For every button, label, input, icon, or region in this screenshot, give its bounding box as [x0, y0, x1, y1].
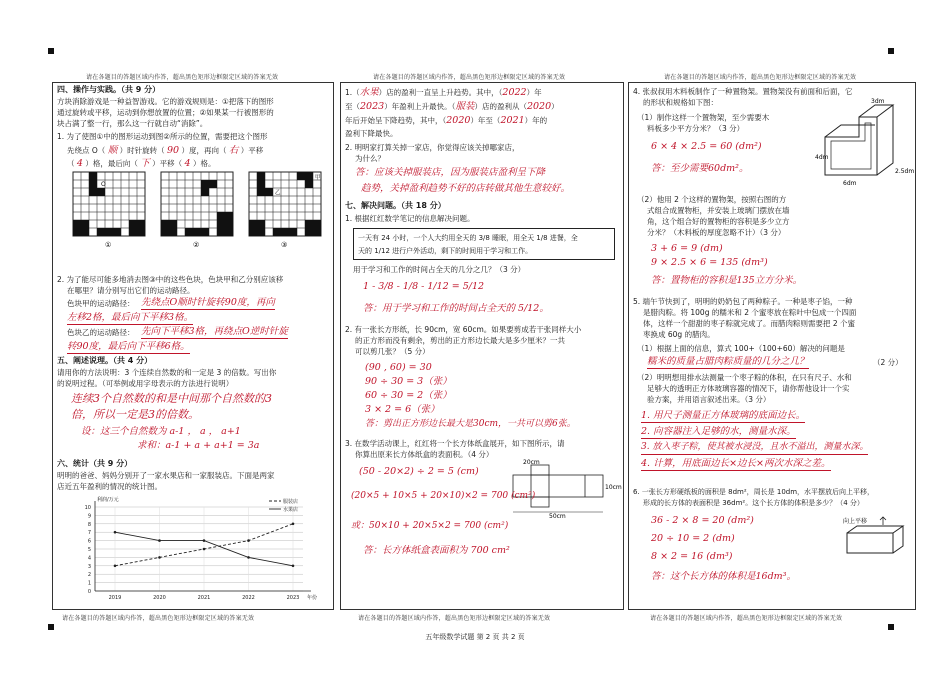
question-text: 验方案，并用语言叙述出来。（3 分）	[647, 395, 771, 404]
footer-note-middle: 请在各题目的答题区域内作答，超出黑色矩形边框限定区域的答案无效	[358, 615, 551, 622]
question-text: ）年盈利上升最快。（	[384, 102, 456, 111]
page-footer: 五年级数学试题 第 2 页 共 2 页	[425, 633, 525, 641]
question-text: 6. 一张长方形硬纸板的面积是 8dm²，周长是 10dm，水平摆放后向上平移，	[633, 488, 875, 496]
question-text: ）店的盈利从（	[474, 102, 527, 111]
answer-blank: 顺	[107, 145, 118, 156]
question-text: 为什么？	[355, 154, 385, 163]
data-point	[203, 548, 206, 551]
grid-2	[161, 172, 233, 236]
handwritten-answer: 趋势，关掉盈利趋势不好的店转做其他生意较好。	[361, 183, 571, 194]
handwritten-answer: 答：至少需要60dm²。	[651, 163, 749, 174]
y-tick-label: 6	[87, 538, 91, 545]
question-text: 2. 明明家打算关掉一家店，你觉得应该关掉哪家店，	[345, 143, 520, 152]
question-text: 2. 为了能尽可能多地消去图③中的这些色块，色块甲和乙分别应该移	[57, 275, 284, 284]
footer-note-left: 请在各题目的答题区域内作答，超出黑色矩形边框限定区域的答案无效	[62, 615, 255, 622]
question-text: 块占满了整一行，那么这一行就自动“消除”。	[57, 119, 208, 128]
question-line	[345, 115, 547, 126]
handwritten-answer: 设：这三个自然数为 a-1 ， a ， a+1	[81, 426, 241, 437]
question-text: （2）明明想用排水法测量一个枣子粽的体积，在只有尺子、水和	[637, 373, 852, 382]
question-text: ）平移（	[152, 159, 183, 168]
handwritten-answer: 2. 向容器注入足够的水，测量水深。	[641, 426, 796, 437]
answer-blank: 2023	[360, 101, 385, 112]
score-text: （2 分）	[873, 358, 903, 367]
box-net-diagram	[501, 459, 622, 520]
handwritten-answer: 先绕点O顺时针旋转90度，再向	[141, 297, 275, 308]
question-text: 店近五年盈利的情况的统计图。	[57, 482, 162, 491]
answer-label: 色块甲的运动路径：	[67, 299, 135, 308]
question-text: 式组合成置物柜，并安装上玻璃门摆放在墙	[647, 206, 790, 215]
y-axis-label: 利润/万元	[97, 497, 119, 503]
x-tick-label: 2023	[286, 595, 300, 601]
answer-blank: 2022	[502, 87, 527, 98]
question-text: 料板多少平方分米？（3 分）	[647, 124, 745, 133]
section-title: 六、统计（共 9 分）	[57, 459, 133, 468]
handwritten-answer: 36 - 2 × 8 = 20 (dm²)	[651, 515, 754, 526]
answer-blank: 4	[76, 158, 83, 169]
net-dimension-label: 10cm	[605, 484, 622, 491]
note-text: 一天有 24 小时，一个人大约用全天的 3/8 睡眠，用全天 1/8 进餐，全	[358, 234, 578, 242]
data-point	[158, 539, 161, 542]
handwritten-answer: 1. 用尺子测量正方体玻璃的底面边长。	[641, 410, 806, 421]
data-point	[247, 556, 250, 559]
answer-label: 色块乙的运动路径：	[67, 328, 135, 337]
answer-blank: 水果	[359, 87, 379, 98]
handwritten-answer: 倍，所以一定是3的倍数。	[71, 408, 199, 421]
question-text: ）年的	[524, 116, 548, 125]
shelf-dimension: 6dm	[843, 180, 857, 187]
handwritten-answer: 8 × 2 = 16 (dm³)	[651, 551, 733, 562]
question-line	[345, 87, 542, 98]
question-text: 在哪里？请分别写出它们的运动路径。	[67, 286, 195, 295]
x-tick-label: 2019	[108, 595, 122, 601]
y-tick-label: 8	[87, 521, 91, 528]
grid-label-3: ③	[281, 241, 288, 249]
question-text: ）度，再向（	[181, 146, 227, 155]
y-tick-label: 5	[87, 547, 91, 553]
handwritten-answer: (50 - 20×2) ÷ 2 = 5 (cm)	[359, 466, 479, 477]
question-text: 分米？（木料板的厚度忽略不计）（3 分）	[647, 228, 786, 237]
registration-mark	[888, 48, 894, 54]
question-text: ）店的盈利一直呈上升趋势。其中，（	[378, 88, 503, 97]
handwritten-answer: 转90度，最后向下平移6格。	[67, 341, 190, 352]
handwritten-answer: 90 ÷ 30 = 3（张）	[365, 376, 452, 387]
grid-label-2: ②	[193, 241, 200, 249]
question-text: ）	[551, 102, 559, 111]
y-tick-label: 3	[87, 563, 91, 570]
x-axis-label: 年份	[307, 595, 318, 601]
question-text: ）平移	[240, 146, 264, 155]
question-text: 的形状和规格如下图：	[643, 98, 718, 107]
question-text: 可以剪几张？（5 分）	[355, 347, 430, 356]
answer-blank: 2020	[446, 115, 471, 126]
handwritten-answer: 3 + 6 = 9 (dm)	[651, 243, 723, 254]
handwritten-answer: 糯米的质量占腊肉粽质量的几分之几？	[647, 356, 809, 367]
question-text: （1）根据上面的信息，算式 100+（100+60）解决的问题是	[637, 344, 845, 353]
question-text: 方块消除游戏是一种益智游戏。它的游戏规则是：①把落下的图形	[57, 97, 274, 106]
handwritten-answer: 或：50×10 + 20×5×2 = 700 (cm²)	[351, 521, 509, 531]
handwritten-answer: 4. 计算，用底面边长×边长×两次水深之差。	[641, 458, 831, 469]
question-text: ）时针旋转（	[119, 146, 165, 155]
net-dimension-label: 20cm	[523, 459, 540, 466]
question-text: 的说明过程。（可举例或用字母表示的方法进行说明）	[57, 379, 234, 388]
question-text: 年后开始呈下降趋势，其中，（	[345, 116, 447, 125]
handwritten-answer: 答：置物柜的容积是135立方分米。	[651, 275, 803, 286]
answer-column-2	[340, 82, 624, 610]
question-text: （2）他用 2 个这样的置物架，按照右图的方	[637, 195, 787, 204]
handwritten-answer: 连续3个自然数的和是中间那个自然数的3	[71, 392, 272, 405]
question-text: 3. 在数学活动课上，红红将一个长方体纸盒展开，如下图所示，请	[345, 439, 565, 448]
registration-mark	[48, 624, 54, 630]
handwritten-answer: 求和：a-1 + a + a+1 = 3a	[137, 440, 260, 451]
cuboid-diagram	[841, 515, 911, 559]
question-text: 枣换成 60g 的腊肉。	[643, 330, 715, 339]
y-tick-label: 1	[87, 580, 91, 587]
question-text: 1. 根据红红数学笔记的信息解决问题。	[345, 214, 475, 223]
data-point	[158, 556, 161, 559]
question-text: 用于学习和工作的时间占全天的几分之几？（3 分）	[353, 265, 526, 274]
question-text: ）年	[526, 88, 542, 97]
question-text: 先绕点 O（	[67, 146, 106, 155]
question-text: ）格，最后向（	[85, 159, 138, 168]
question-text: ）格。	[192, 159, 216, 168]
handwritten-answer: 20 ÷ 10 = 2 (dm)	[651, 533, 735, 544]
legend-entry: 水果店	[283, 507, 299, 513]
question-text: 是腊肉粽。将 100g 的糯米和 2 个蜜枣放在粽叶中包成一个四面	[643, 308, 857, 317]
question-text: 5. 端午节快到了，明明的奶奶包了两种粽子。一种是枣子馅，一种	[633, 297, 853, 306]
question-text: 2. 有一张长方形纸，长 90cm，宽 60cm。如果要剪成若干张同样大小	[345, 325, 582, 334]
question-text: 1.（	[345, 88, 360, 97]
question-text: 4. 张叔叔用木料板制作了一种置物架。置物架没有前面和后面，它	[633, 87, 853, 96]
handwritten-answer: 答：这个长方体的体积是16dm³。	[651, 571, 796, 582]
answer-blank: 90	[166, 145, 180, 156]
registration-mark	[48, 48, 54, 54]
profit-line-chart	[67, 495, 329, 607]
section-title: 七、解决问题。（共 18 分）	[345, 201, 446, 210]
data-point	[292, 523, 295, 526]
header-note-middle: 请在各题目的答题区域内作答，超出黑色矩形边框限定区域的答案无效	[373, 74, 566, 81]
translate-up-label: 向上平移	[843, 518, 868, 525]
grid-1	[73, 172, 145, 236]
tetris-grids	[73, 172, 323, 250]
question-text: （1）制作这样一个置物架，至少需要木	[637, 113, 770, 122]
data-point	[292, 565, 295, 568]
question-text: （	[67, 159, 75, 168]
answer-blank: 下	[140, 158, 150, 169]
question-text: 请用你的方法说明：3 个连续自然数的和一定是 3 的倍数。写出你	[57, 368, 277, 377]
section-title: 四、操作与实践。（共 9 分）	[57, 85, 161, 94]
question-text: 角，这个组合好的置物柜的容积是多少立方	[647, 217, 790, 226]
y-tick-label: 4	[87, 555, 91, 562]
grid-label-1: ①	[105, 241, 112, 249]
note-text: 天的 1/12 进行户外活动，剩下的时间用于学习和工作。	[358, 247, 533, 255]
handwritten-answer: (90 , 60) = 30	[365, 362, 432, 373]
answer-column-1	[52, 82, 334, 610]
shelf-dimension: 4dm	[815, 154, 829, 161]
question-text: ）年至（	[470, 116, 501, 125]
svg-text:甲: 甲	[315, 175, 321, 181]
data-point	[114, 565, 117, 568]
answer-blank: 2020	[526, 101, 552, 112]
header-note-left: 请在各题目的答题区域内作答，超出黑色矩形边框限定区域的答案无效	[86, 74, 279, 81]
x-tick-label: 2020	[153, 595, 166, 601]
x-tick-label: 2021	[197, 595, 211, 601]
handwritten-answer: 先向下平移3格，再绕点O逆时针旋	[141, 326, 288, 337]
registration-mark	[888, 624, 894, 630]
question-text: 明明的爸爸、妈妈分别开了一家水果店和一家服装店。下面是两家	[57, 471, 275, 480]
handwritten-answer: (20×5 + 10×5 + 20×10)×2 = 700 (cm²)	[351, 491, 536, 501]
footer-note-right: 请在各题目的答题区域内作答，超出黑色矩形边框限定区域的答案无效	[650, 615, 843, 622]
y-tick-label: 10	[84, 505, 91, 511]
question-text: 1. 为了使图①中的图形运动到图②所示的位置，需要把这个图形	[57, 132, 268, 141]
question-line	[67, 145, 263, 156]
grid-3	[249, 172, 321, 236]
question-text: 形成的长方体的表面积是 36dm²。这个长方体的体积是多少？（4 分）	[643, 499, 864, 507]
shelf-diagram	[815, 97, 913, 189]
svg-text:O: O	[101, 181, 106, 188]
handwritten-answer: 答：剪出正方形边长最大是30cm，一共可以剪6张。	[365, 419, 576, 429]
y-tick-label: 9	[87, 513, 91, 520]
shelf-dimension: 3dm	[871, 98, 885, 105]
question-line	[345, 101, 559, 112]
net-dimension-label: 50cm	[549, 513, 566, 520]
answer-column-3	[628, 82, 916, 610]
y-tick-label: 2	[87, 572, 91, 579]
answer-blank: 服装	[455, 101, 475, 112]
handwritten-answer: 3. 放入枣子粽，使其被水浸没，且水不溢出，测量水深。	[641, 442, 868, 455]
question-line	[67, 158, 215, 169]
question-text: 至（	[345, 102, 360, 111]
data-point	[114, 531, 117, 534]
answer-blank: 4	[184, 158, 191, 169]
data-point	[203, 539, 206, 542]
handwritten-answer: 左移2格，最后向下平移3格。	[67, 312, 194, 323]
answer-blank: 右	[228, 145, 239, 156]
handwritten-answer: 6 × 4 × 2.5 = 60 (dm²)	[651, 141, 762, 152]
math-note-box	[353, 228, 615, 260]
section-title: 五、阐述说理。（共 4 分）	[57, 356, 153, 365]
svg-text:乙: 乙	[275, 190, 281, 196]
y-tick-label: 7	[87, 530, 91, 537]
answer-blank: 2021	[500, 115, 525, 126]
handwritten-answer: 60 ÷ 30 = 2（张）	[365, 390, 452, 401]
data-point	[247, 539, 250, 542]
handwritten-answer: 答：用于学习和工作的时间占全天的 5/12。	[363, 303, 549, 314]
shelf-dimension: 2.5dm	[895, 168, 915, 175]
question-text: 通过旋转或平移，运动到你想放置的位置；②如果某一行被图形的	[57, 108, 274, 117]
handwritten-answer: 1 - 3/8 - 1/8 - 1/12 = 5/12	[363, 281, 485, 292]
y-tick-label: 0	[87, 589, 91, 595]
handwritten-answer: 答：应该关掉服装店，因为服装店盈利呈下降	[355, 167, 546, 178]
legend-entry: 服装店	[283, 499, 299, 505]
x-tick-label: 2022	[242, 595, 255, 601]
question-text: 盈利下降最快。	[345, 129, 398, 138]
question-text: 足够大的透明正方体玻璃容器的情况下，请你帮他设计一个实	[647, 384, 850, 393]
handwritten-answer: 9 × 2.5 × 6 = 135 (dm³)	[651, 257, 768, 268]
question-text: 你算出原来长方体纸盒的表面积。（4 分）	[355, 450, 494, 459]
question-text: 的正方形而没有剩余，剪出的正方形边长最大是多少厘米？一共	[355, 336, 565, 345]
handwritten-answer: 答：长方体纸盒表面积为 700 cm²	[363, 545, 510, 556]
header-note-right: 请在各题目的答题区域内作答，超出黑色矩形边框限定区域的答案无效	[664, 74, 857, 81]
handwritten-answer: 3 × 2 = 6（张）	[365, 404, 440, 415]
question-text: 体，这样一个甜甜的枣子粽就完成了。而腊肉粽则需要把 2 个蜜	[643, 319, 856, 328]
